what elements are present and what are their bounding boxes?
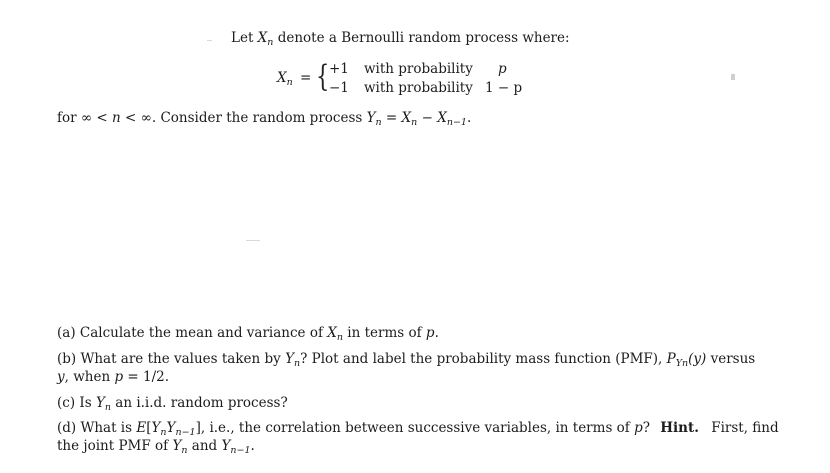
qd-l2-end: . (250, 438, 255, 454)
case-2-prob: 1 − p (485, 80, 523, 96)
question-c (57, 395, 288, 411)
qd-y1: Y (151, 420, 161, 436)
case-1-condition: with probability (364, 61, 473, 77)
range-y-sub: n (375, 117, 382, 128)
qc-prefix: (c) Is (57, 395, 96, 411)
qb-end: versus (706, 351, 756, 367)
intro-tail: denote a Bernoulli random process where: (273, 30, 570, 46)
intro-var: X (257, 30, 268, 46)
intro-lead: Let (231, 30, 258, 46)
range-eq: = (381, 110, 402, 126)
qd-l2-prefix: the joint PMF of (57, 438, 173, 454)
range-text-b: < ∞. Consider the random process (120, 110, 367, 126)
qb-mid: ? Plot and label the probability mass function (PMF), (300, 351, 667, 367)
qd-p: p (634, 420, 643, 436)
question-d-line-2 (57, 438, 255, 454)
qb-y-sub: n (294, 358, 301, 369)
case-2-value: −1 (329, 80, 349, 96)
qd-y2: Y (166, 420, 176, 436)
qb-l2-val: = 1/2. (123, 369, 170, 385)
qd-and: and (187, 438, 222, 454)
case-1-value: +1 (329, 61, 349, 77)
qc-y-sub: n (104, 402, 111, 413)
qa-prefix: (a) Calculate the mean and variance of (57, 325, 328, 341)
qb-l2-text: , when (64, 369, 115, 385)
scan-mark (246, 240, 260, 241)
qa-suffix: in terms of (343, 325, 426, 341)
qd-mid: , i.e., the correlation between successive variables, in terms of (200, 420, 635, 436)
case-1-prob: p (498, 61, 507, 77)
qd-y4-sub: n−1 (230, 445, 251, 456)
qd-prefix: (d) What is (57, 420, 137, 436)
question-b-line-1 (57, 351, 755, 367)
scan-mark (207, 40, 212, 41)
qd-y1-sub: n (160, 427, 167, 438)
question-d-line-1 (57, 420, 779, 436)
qd-y2-sub: n−1 (175, 427, 196, 438)
range-x2-sub: n−1 (446, 117, 467, 128)
qd-E: E (136, 420, 147, 436)
qd-y4: Y (221, 438, 231, 454)
qb-y: Y (285, 351, 294, 367)
range-y: Y (366, 110, 376, 126)
qc-y: Y (95, 395, 105, 411)
qd-y3: Y (172, 438, 182, 454)
qb-l2-p: p (114, 369, 124, 385)
range-n: n (112, 110, 121, 126)
question-a (57, 325, 439, 341)
case-2-condition: with probability (364, 80, 473, 96)
qb-P: P (666, 351, 676, 367)
intro-line (231, 30, 570, 46)
range-x1: X (401, 110, 412, 126)
intro-var-sub: n (267, 37, 274, 48)
qb-P-sub: Yn (675, 358, 689, 369)
qb-l2-y: y (57, 369, 65, 385)
question-b-line-2 (57, 369, 169, 385)
qa-sub: n (336, 332, 343, 343)
range-x2: X (437, 110, 447, 126)
qb-prefix: (b) What are the values taken by (57, 351, 286, 367)
cases-brace: { (316, 59, 330, 94)
qd-close: ] (195, 420, 201, 436)
qd-end: First, find (711, 420, 779, 436)
range-x1-sub: n (411, 117, 418, 128)
qa-end: . (434, 325, 439, 341)
definition-lhs (277, 70, 311, 86)
qa-var: X (327, 325, 337, 341)
qc-suffix: an i.i.d. random process? (111, 395, 288, 411)
qb-P-arg: (y) (688, 351, 707, 367)
range-end: . (466, 110, 472, 126)
qd-open: [ (146, 420, 152, 436)
range-line (57, 110, 471, 126)
range-minus: − (417, 110, 438, 126)
range-text-a: for ∞ < (57, 110, 113, 126)
qd-y3-sub: n (181, 445, 188, 456)
lhs-equals: = (300, 70, 312, 86)
qd-q: ? (642, 420, 650, 436)
qa-p: p (425, 325, 435, 341)
lhs-sub: n (286, 77, 293, 88)
qd-hint: Hint. (660, 420, 699, 436)
scan-mark (731, 74, 735, 80)
lhs-var: X (277, 70, 287, 86)
